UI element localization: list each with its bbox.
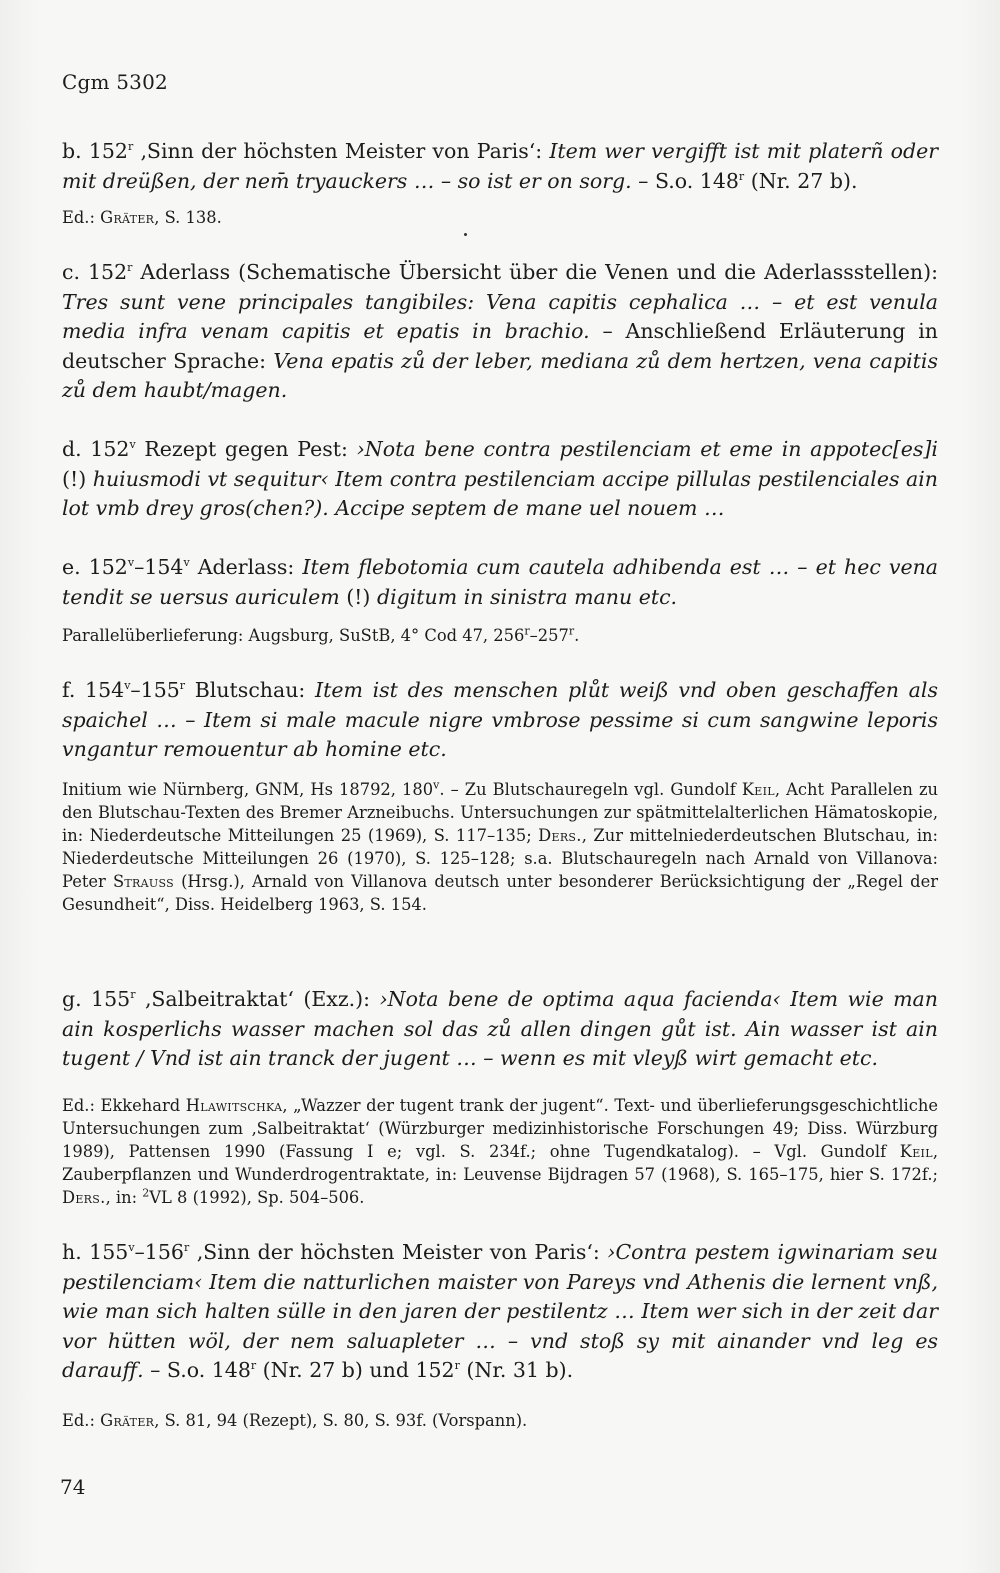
entry-c: c. 152$^r$ Aderlass (Schematische Übersicht über die Venen und die Aderlassstellen): Tres sunt vene principales tangibiles: Vena capitis cephalica … – et est venula media infra venam capitis et epatis in brachio. – Anschließend Erläuterung in deutscher Sprache: Vena epatis zů der leber, mediana zů dem hertzen, vena capitis zů dem haubt/magen.: [62, 260, 939, 402]
entry-b-edition: Ed.: Gräter, S. 138.: [62, 208, 222, 227]
entry-e: e. 152$^v$–154$^v$ Aderlass: Item flebotomia cum cautela adhibenda est … – et hec vena tendit se uersus auriculem (!) digitum in sinistra manu etc.: [62, 555, 939, 609]
entry-g: g. 155$^r$ ‚Salbeitraktat‘ (Exz.): ›Nota bene de optima aqua facienda‹ Item wie man ain kosperlichs wasser machen sol das zů allen dingen gůt ist. Ain wasser ist ain tugent / Vnd ist ain tranck der jugent … – wenn es mit vleyß wirt gemacht etc.: [62, 987, 938, 1070]
entry-f: f. 154$^v$–155$^r$ Blutschau: Item ist des menschen plůt weiß vnd oben geschaffen als spaichel … – Item si male macule nigre vmbrose pessime si cum sangwine leporis vngantur remouentur ab homine etc.: [62, 678, 938, 761]
entry-f-note: Initium wie Nürnberg, GNM, Hs 18792, 180$^v$. – Zu Blutschauregeln vgl. Gundolf Keil, Acht Parallelen zu den Blutschau-Texten des Bremer Arzneibuchs. Untersuchungen zur spätmittelalterlichen Hämatoskopie, in: Niederdeutsche Mitteilungen 25 (1969), S. 117–135; Ders., Zur mittelniederdeutschen Blutschau, in: Niederdeutsche Mitteilungen 26 (1970), S. 125–128; s.a. Blutschauregeln nach Arnald von Villanova: Peter Strauss (Hrsg.), Arnald von Villanova deutsch unter besonderer Berücksichtigung der „Regel der Gesundheit“, Diss. Heidelberg 1963, S. 154.: [62, 778, 939, 914]
entry-g-note: Ed.: Ekkehard Hlawitschka, „Wazzer der tugent trank der jugent“. Text- und überlieferungsgeschichtliche Untersuchungen zum ‚Salbeitraktat‘ (Würzburger medizinhistorische Forschungen 49; Diss. Würzburg 1989), Pattensen 1990 (Fassung I e; vgl. S. 234f.; ohne Tugendkatalog). – Vgl. Gundolf Keil, Zauberpflanzen und Wunderdrogentraktate, in: Leuvense Bijdragen 57 (1968), S. 165–175, hier S. 172f.; Ders., in: $^2$VL 8 (1992), Sp. 504–506.: [62, 1096, 939, 1207]
stray-mark: [464, 233, 467, 236]
entry-h-edition: Ed.: Gräter, S. 81, 94 (Rezept), S. 80, S. 93f. (Vorspann).: [62, 1411, 528, 1430]
page-number: 74: [60, 1475, 86, 1499]
entry-h: h. 155$^v$–156$^r$ ‚Sinn der höchsten Meister von Paris‘: ›Contra pestem igwinariam seu pestilenciam‹ Item die natturlichen maister von Pareys vnd Athenis die lernent vnß, wie man sich halten sülle in den jaren der pestilentz … Item wer sich in der zeit dar vor hütten wöl, der nem saluapleter … – vnd stoß sy mit ainander vnd leg es darauff. – S.o. 148$^r$ (Nr. 27 b) und 152$^r$ (Nr. 31 b).: [62, 1240, 938, 1382]
entry-d: d. 152$^v$ Rezept gegen Pest: ›Nota bene contra pestilenciam et eme in appotec[es]i (!) huiusmodi vt sequitur‹ Item contra pestilenciam accipe pillulas pestilenciales ain lot vmb drey gros(chen?). Accipe septem de mane uel nouem …: [62, 437, 938, 520]
entry-e-note: Parallelüberlieferung: Augsburg, SuStB, 4° Cod 47, 256$^r$–257$^r$.: [62, 624, 580, 645]
page-title: Cgm 5302: [62, 70, 168, 94]
entry-b: b. 152$^r$ ‚Sinn der höchsten Meister von Paris‘: Item wer vergifft ist mit platerñ oder mit dreüßen, der nem̄ tryauckers … – so ist er on sorg. – S.o. 148$^r$ (Nr. 27 b).: [62, 139, 939, 193]
